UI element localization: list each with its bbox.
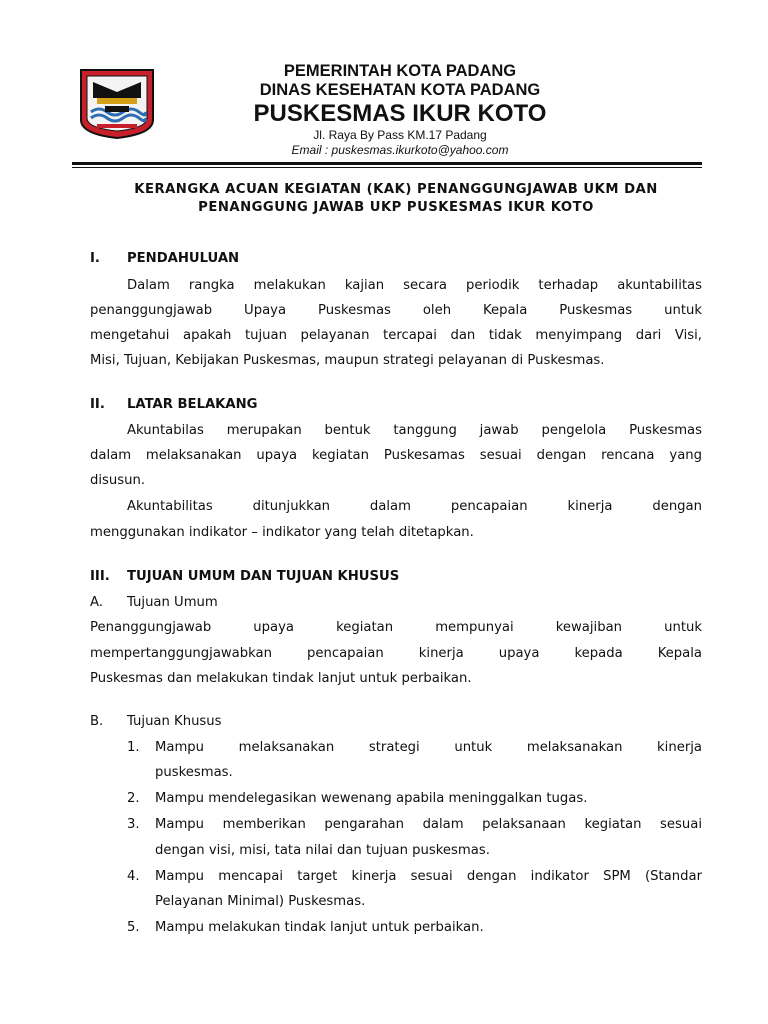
section-heading: PENDAHULUAN (127, 251, 240, 266)
section-number: II. (90, 397, 105, 412)
paragraph-line: Dalam rangka melakukan kajian secara periodik terhadap akuntabilitas (127, 278, 702, 293)
list-item-number: 5. (127, 920, 140, 935)
paragraph-line: menggunakan indikator – indikator yang telah ditetapkan. (90, 525, 474, 540)
paragraph-line: dalam melaksanakan upaya kegiatan Puskesamas sesuai dengan rencana yang (90, 448, 702, 463)
list-item-line: Mampu melaksanakan strategi untuk melaksanakan kinerja (155, 740, 702, 755)
header-divider-thick (72, 162, 702, 165)
header-government: PEMERINTAH KOTA PADANG (283, 62, 517, 80)
paragraph-line: disusun. (90, 473, 146, 488)
paragraph-line: Akuntabilas merupakan bentuk tanggung jawab pengelola Puskesmas (127, 423, 702, 438)
list-item-number: 3. (127, 817, 140, 832)
header-department: DINAS KESEHATAN KOTA PADANG (259, 81, 541, 99)
list-item-number: 4. (127, 869, 140, 884)
list-item-line: dengan visi, misi, tata nilai dan tujuan puskesmas. (155, 843, 490, 858)
padang-city-emblem-logo (79, 68, 155, 140)
section-number: III. (90, 569, 110, 584)
section-heading: TUJUAN UMUM DAN TUJUAN KHUSUS (127, 569, 400, 584)
list-item-number: 1. (127, 740, 140, 755)
paragraph-line: penanggungjawab Upaya Puskesmas oleh Kepala Puskesmas untuk (90, 303, 702, 318)
list-item-line: Mampu melakukan tindak lanjut untuk perbaikan. (155, 920, 484, 935)
list-item-line: puskesmas. (155, 765, 233, 780)
header-divider-thin (72, 167, 702, 168)
document-title-line-2: PENANGGUNG JAWAB UKP PUSKESMAS IKUR KOTO (198, 200, 594, 215)
paragraph-line: Misi, Tujuan, Kebijakan Puskesmas, maupun strategi pelayanan di Puskesmas. (90, 353, 605, 368)
paragraph-line: Puskesmas dan melakukan tindak lanjut untuk perbaikan. (90, 671, 472, 686)
header-address: Jl. Raya By Pass KM.17 Padang (313, 128, 487, 142)
list-item-number: 2. (127, 791, 140, 806)
header-institution: PUSKESMAS IKUR KOTO (253, 100, 547, 127)
subsection-title: Tujuan Khusus (127, 714, 222, 729)
paragraph-line: Akuntabilitas ditunjukkan dalam pencapaian kinerja dengan (127, 499, 702, 514)
paragraph-line: mempertanggungjawabkan pencapaian kinerja upaya kepada Kepala (90, 646, 702, 661)
subsection-label: B. (90, 714, 104, 729)
list-item-line: Mampu memberikan pengarahan dalam pelaksanaan kegiatan sesuai (155, 817, 702, 832)
section-heading: LATAR BELAKANG (127, 397, 258, 412)
paragraph-line: Penanggungjawab upaya kegiatan mempunyai kewajiban untuk (90, 620, 702, 635)
subsection-label: A. (90, 595, 103, 610)
document-title-line-1: KERANGKA ACUAN KEGIATAN (KAK) PENANGGUNGJAWAB UKM DAN (134, 182, 658, 197)
list-item-line: Mampu mencapai target kinerja sesuai dengan indikator SPM (Standar (155, 869, 702, 884)
header-email: Email : puskesmas.ikurkoto@yahoo.com (291, 143, 509, 157)
section-number: I. (90, 251, 100, 266)
list-item-line: Pelayanan Minimal) Puskesmas. (155, 894, 366, 909)
paragraph-line: mengetahui apakah tujuan pelayanan tercapai dan tidak menyimpang dari Visi, (90, 328, 702, 343)
subsection-title: Tujuan Umum (127, 595, 218, 610)
list-item-line: Mampu mendelegasikan wewenang apabila meninggalkan tugas. (155, 791, 588, 806)
